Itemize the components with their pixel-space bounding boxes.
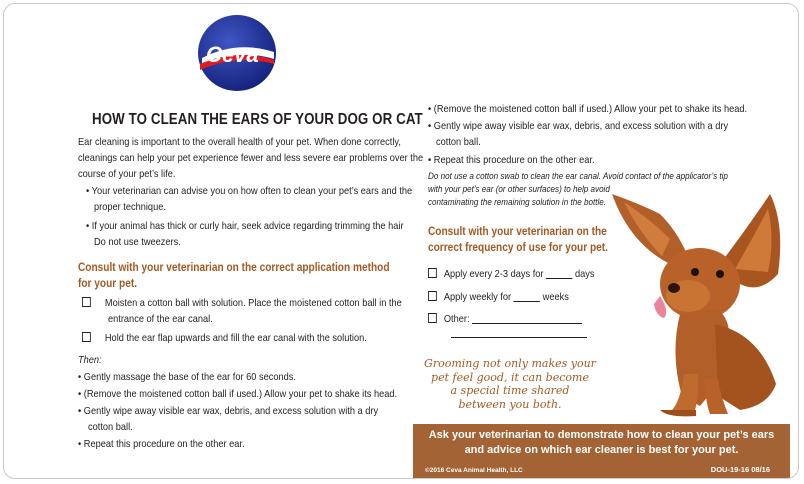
days-blank xyxy=(546,268,572,279)
grooming-quote: Grooming not only makes your pet feel good, it can become a special time shared between you both. xyxy=(424,357,596,411)
footer-message: Ask your veterinarian to demonstrate how to clean your pet’s ears and advice on which ear cleaner is best for your pet. xyxy=(428,429,775,456)
other-blank xyxy=(472,313,582,324)
bullet-advise-cont: proper technique. xyxy=(94,201,166,213)
right-item-2: • Gently wipe away visible ear wax, debris, and excess solution with a dry xyxy=(428,120,729,132)
document-code: DOU-19-16 08/16 xyxy=(710,465,770,474)
warning-line-2: with your pet’s ear (or other surfaces) to help avoid xyxy=(428,184,610,194)
right-item-2-cont: cotton ball. xyxy=(436,136,481,148)
intro-line-3: course of your pet’s life. xyxy=(78,168,176,180)
consult-application-heading: Consult with your veterinarian on the correct application method xyxy=(78,262,390,274)
checkbox-icon xyxy=(428,268,437,278)
bullet-hair-cont: Do not use tweezers. xyxy=(94,236,181,248)
consult-frequency-heading-2: correct frequency of use for your pet. xyxy=(428,242,608,254)
checkbox-icon xyxy=(82,297,91,307)
then-label: Then: xyxy=(78,354,102,366)
page-title: HOW TO CLEAN THE EARS OF YOUR DOG OR CAT xyxy=(92,111,423,128)
then-item-1: • Gently massage the base of the ear for 60 seconds. xyxy=(78,371,296,383)
checkbox-icon xyxy=(82,332,91,342)
weeks-blank xyxy=(514,291,540,302)
svg-text:Ceva: Ceva xyxy=(206,42,259,67)
bullet-hair: • If your animal has thick or curly hair, seek advice regarding trimming the hair xyxy=(86,220,404,232)
intro-line-2: cleanings can help your pet experience fewer and less severe ear problems over the xyxy=(78,152,424,164)
right-item-3: • Repeat this procedure on the other ear. xyxy=(428,154,595,166)
right-item-1: • (Remove the moistened cotton ball if used.) Allow your pet to shake its head. xyxy=(428,103,748,115)
step-hold-flap: Hold the ear flap upwards and fill the ear canal with the solution. xyxy=(82,330,367,346)
warning-line-1: Do not use a cotton swab to clean the ear canal. Avoid contact of the applicator’s tip xyxy=(428,171,728,181)
copyright-text: ©2016 Ceva Animal Health, LLC xyxy=(425,467,523,474)
then-item-3-cont: cotton ball. xyxy=(88,421,133,433)
frequency-every: Apply every 2-3 days for days xyxy=(428,266,595,282)
consult-frequency-heading: Consult with your veterinarian on the xyxy=(428,226,607,238)
then-item-4: • Repeat this procedure on the other ear. xyxy=(78,438,245,450)
frequency-weekly: Apply weekly for weeks xyxy=(428,289,569,305)
intro-line-1: Ear cleaning is important to the overall health of your pet. When done correctly, xyxy=(78,136,401,148)
step-moisten: Moisten a cotton ball with solution. Place the moistened cotton ball in the xyxy=(82,295,402,311)
other-blank-line-2 xyxy=(451,337,587,338)
frequency-other: Other: xyxy=(428,311,582,327)
step-moisten-cont: entrance of the ear canal. xyxy=(108,313,213,325)
then-item-3: • Gently wipe away visible ear wax, debris, and excess solution with a dry xyxy=(78,405,379,417)
handout-card xyxy=(3,3,799,479)
then-item-2: • (Remove the moistened cotton ball if used.) Allow your pet to shake its head. xyxy=(78,388,398,400)
ceva-logo xyxy=(194,12,280,94)
dog-illustration xyxy=(600,184,794,420)
warning-line-3: contaminating the remaining solution in the bottle. xyxy=(428,197,606,207)
checkbox-icon xyxy=(428,291,437,301)
bullet-advise: • Your veterinarian can advise you on how often to clean your pet’s ears and the xyxy=(86,185,413,197)
consult-application-heading-2: for your pet. xyxy=(78,278,138,290)
footer-banner xyxy=(413,424,790,478)
checkbox-icon xyxy=(428,313,437,323)
